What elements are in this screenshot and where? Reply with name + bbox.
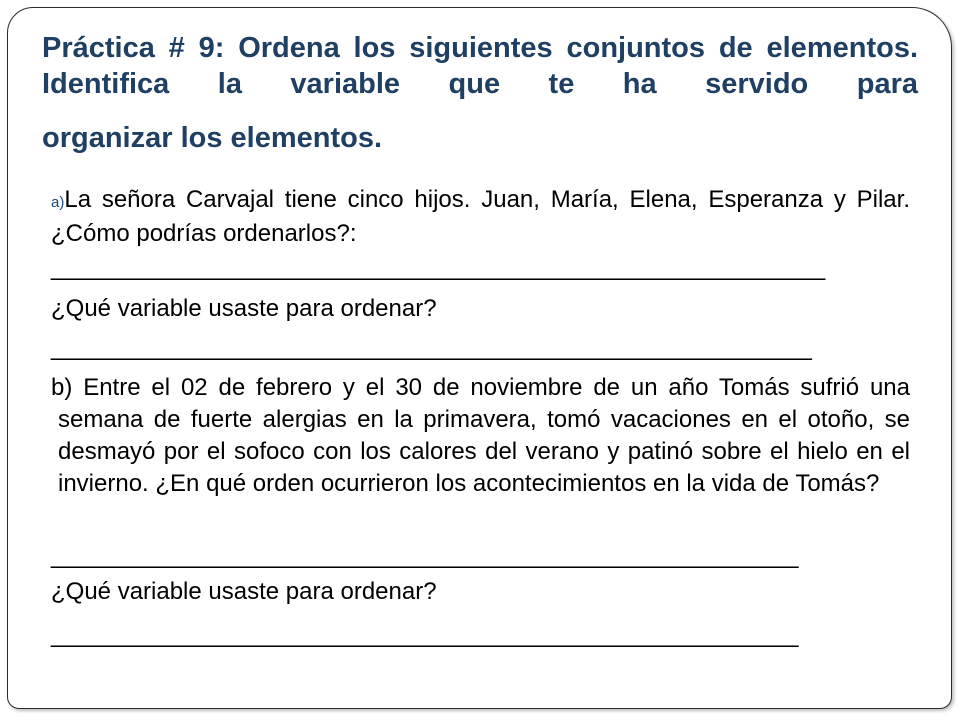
- title-line-2: elementos. Identifica la variable que te ha servido para: [42, 32, 918, 100]
- section-b-answer-line: ________________________________________________________: [51, 542, 799, 569]
- section-a-text: [51, 184, 910, 249]
- section-b-question: ¿Qué variable usaste para ordenar?: [51, 578, 437, 605]
- section-a-question: ¿Qué variable usaste para ordenar?: [51, 295, 437, 322]
- slide-title: [42, 30, 918, 156]
- section-a-marker: a): [51, 194, 65, 211]
- title-line-1: Práctica # 9: Ordena los siguientes conjuntos de: [42, 32, 753, 64]
- section-a-statement: La señora Carvajal tiene cinco hijos. Juan, María, Elena, Esperanza y Pilar. ¿Cómo podrías ordenarlos?:: [51, 186, 910, 247]
- title-line-3: organizar los elementos.: [42, 122, 383, 154]
- section-b-question-line: ________________________________________________________: [51, 621, 799, 648]
- section-b-text: [51, 372, 910, 500]
- section-a-answer-line: __________________________________________________________: [51, 254, 826, 281]
- section-b-statement: b) Entre el 02 de febrero y el 30 de noviembre de un año Tomás sufrió una semana de fuerte alergias en la primavera, tomó vacaciones en el otoño, se desmayó por el sofoco con los calores del verano y patinó sobre el hielo en el invierno. ¿En qué orden ocurrieron los acontecimientos en la vida de Tomás?: [51, 374, 910, 497]
- section-a-question-line: _________________________________________________________: [51, 334, 812, 361]
